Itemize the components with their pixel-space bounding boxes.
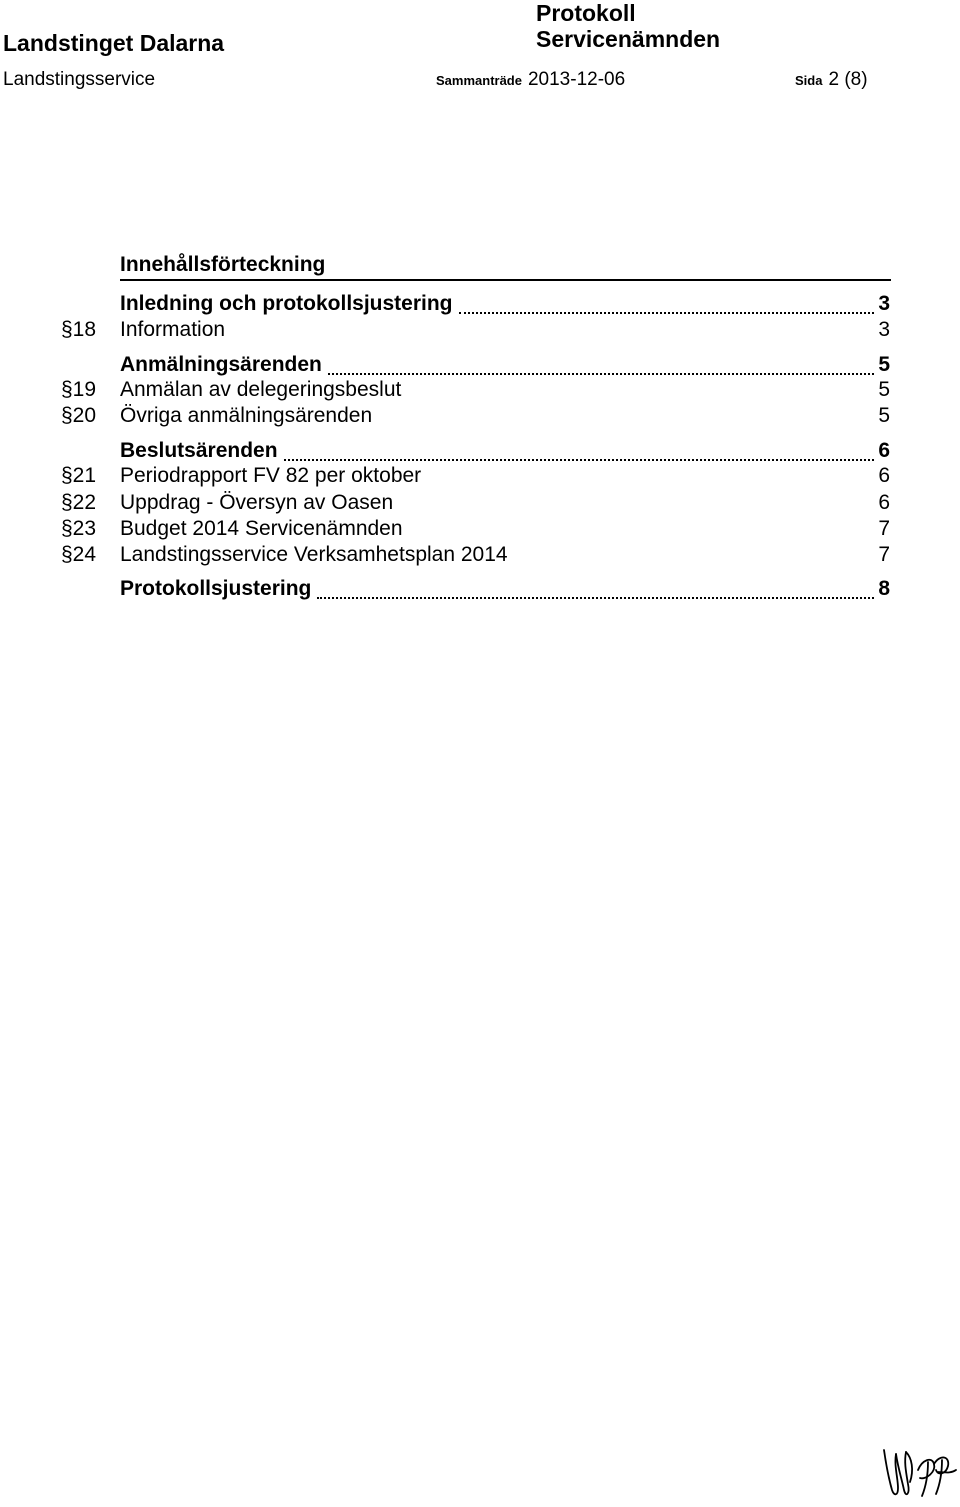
toc-page-number: 6 <box>878 464 890 487</box>
department-name: Landstingsservice <box>3 69 156 90</box>
toc-paragraph-number: §23 <box>61 517 97 540</box>
toc-page-number: 8 <box>878 577 890 600</box>
toc-page-number: 6 <box>878 439 890 462</box>
toc-item-row[interactable] <box>61 317 890 343</box>
toc-paragraph-number: §24 <box>61 543 97 566</box>
toc-heading: Innehållsförteckning <box>120 253 891 281</box>
committee-name: Servicenämnden <box>536 26 721 52</box>
toc-page-number: 5 <box>878 378 890 401</box>
page-label: Sida <box>795 73 823 88</box>
toc-paragraph-number: §22 <box>61 491 97 514</box>
toc-section-row[interactable] <box>61 291 890 317</box>
meeting-date: 2013-12-06 <box>527 69 626 90</box>
toc-item-title: Landstingsservice Verksamhetsplan 2014 <box>120 543 508 566</box>
signature-initials <box>878 1440 958 1502</box>
organization-name: Landstinget Dalarna <box>3 30 225 56</box>
toc-item-row[interactable] <box>61 542 890 568</box>
toc-item-title: Anmälan av delegeringsbeslut <box>120 378 402 401</box>
toc-item-title: Övriga anmälningsärenden <box>120 404 373 427</box>
toc-page-number: 5 <box>878 353 890 376</box>
toc-page-number: 3 <box>878 318 890 341</box>
document-type: Protokoll <box>536 0 636 26</box>
toc-item-title: Uppdrag - Översyn av Oasen <box>120 491 394 514</box>
toc-section-row[interactable] <box>61 438 890 464</box>
toc-section-title: Anmälningsärenden <box>120 353 322 376</box>
toc-item-row[interactable] <box>61 463 890 489</box>
toc-dot-leader <box>459 291 874 314</box>
toc-page-number: 3 <box>878 292 890 315</box>
meeting-label: Sammanträde <box>436 73 522 88</box>
toc-page-number: 7 <box>878 543 890 566</box>
toc-dot-leader <box>328 352 874 375</box>
toc-section-row[interactable] <box>61 352 890 378</box>
toc-section-title: Inledning och protokollsjustering <box>120 292 453 315</box>
toc-page-number: 6 <box>878 491 890 514</box>
toc-page-number: 7 <box>878 517 890 540</box>
toc-paragraph-number: §19 <box>61 378 97 401</box>
page-value: 2 (8) <box>828 69 868 90</box>
toc-section-row[interactable] <box>61 576 890 602</box>
toc-item-title: Budget 2014 Servicenämnden <box>120 517 403 540</box>
toc-item-row[interactable] <box>61 377 890 403</box>
meeting-info <box>436 69 625 91</box>
toc-dot-leader <box>284 438 874 461</box>
toc-item-row[interactable] <box>61 490 890 516</box>
toc-item-title: Periodrapport FV 82 per oktober <box>120 464 422 487</box>
toc-paragraph-number: §18 <box>61 318 97 341</box>
toc-section-title: Protokollsjustering <box>120 577 312 600</box>
toc-item-row[interactable] <box>61 516 890 542</box>
toc-item-row[interactable] <box>61 403 890 429</box>
toc-section-title: Beslutsärenden <box>120 439 278 462</box>
page-number <box>795 69 868 91</box>
toc-paragraph-number: §21 <box>61 464 97 487</box>
toc-paragraph-number: §20 <box>61 404 97 427</box>
toc-dot-leader <box>317 576 874 599</box>
toc-item-title: Information <box>120 318 226 341</box>
toc-page-number: 5 <box>878 404 890 427</box>
